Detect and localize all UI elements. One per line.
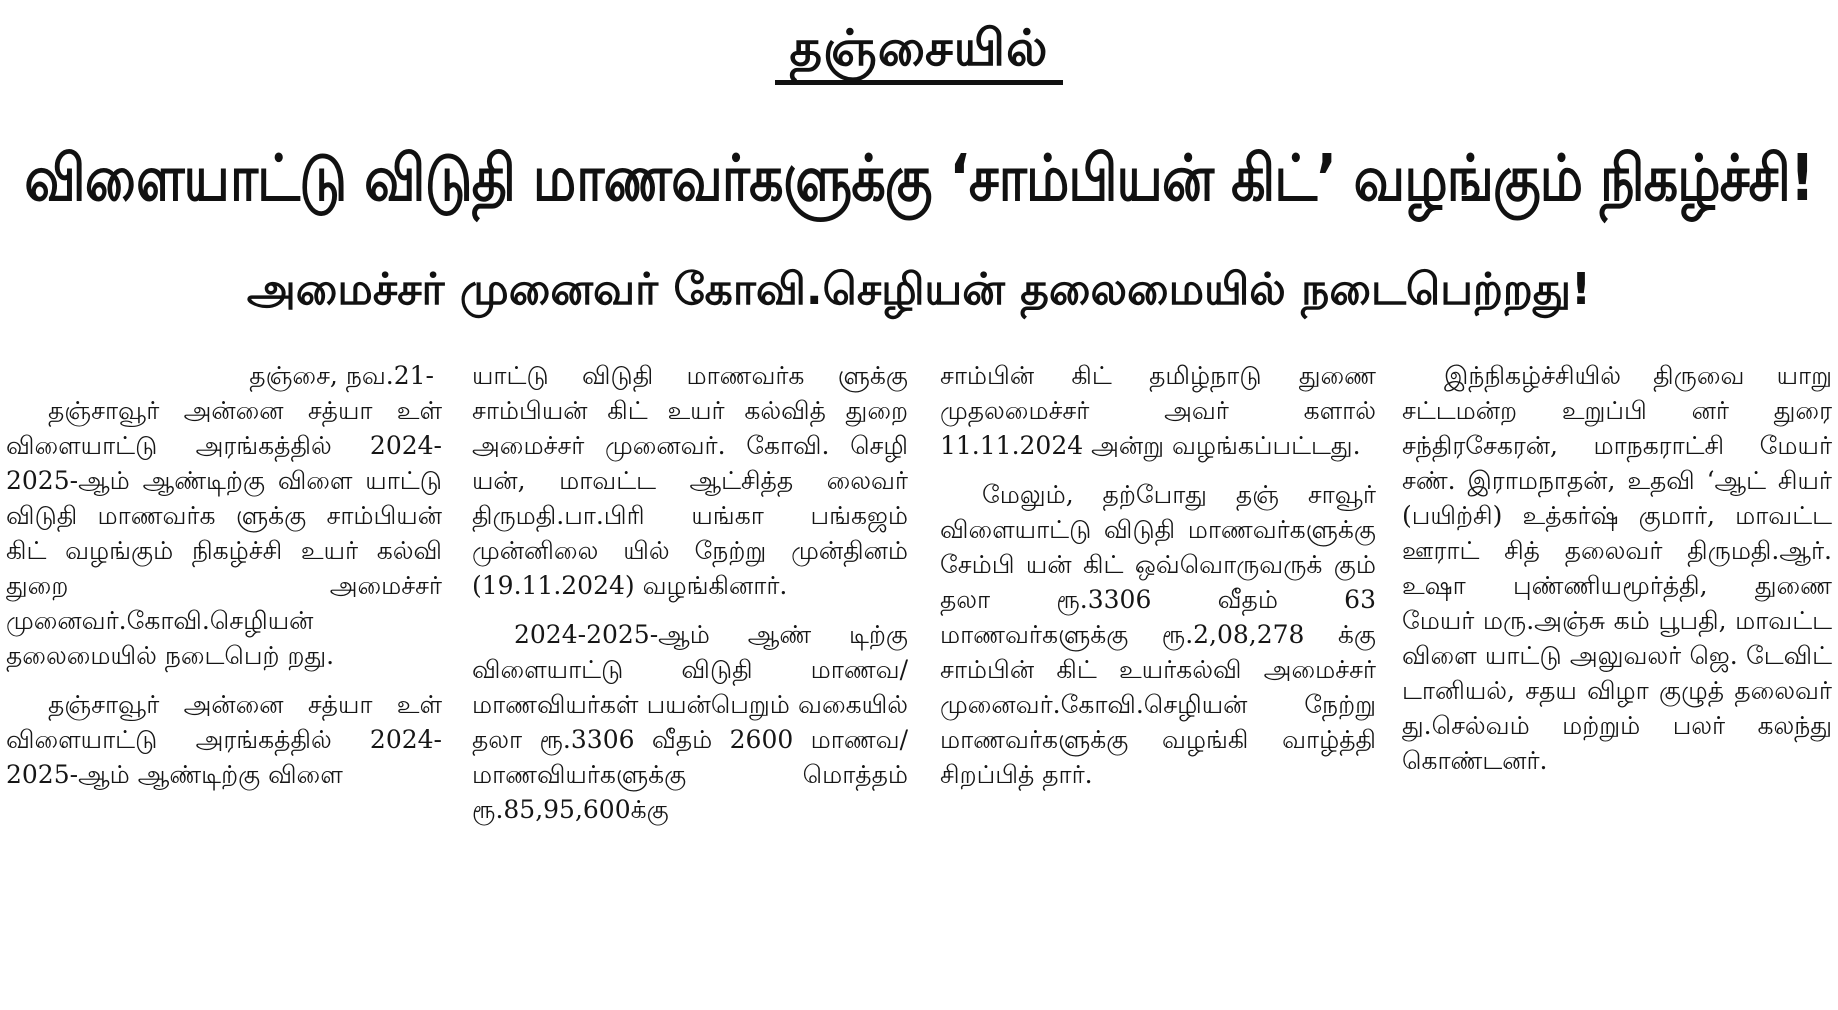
column-1-paragraph-1: தஞ்சாவூர் அன்னை சத்யா உள் விளையாட்டு அரங்கத்தில் 2024-2025-ஆம் ஆண்டிற்கு விளை யாட்டு விடுதி மாணவர்க ளுக்கு சாம்பியன் கிட் வழங்கும் நிகழ்ச்சி உயர் கல்வி துறை அமைச்சர் முனைவர்.கோவி.செழியன் தலைமையில் நடைபெற் றது.: [6, 396, 442, 670]
column-3-paragraph-1: சாம்பின் கிட் தமிழ்நாடு துணை முதலமைச்சர் அவர் களால் 11.11.2024 அன்று வழங்கப்பட்டது.: [940, 361, 1376, 460]
column-3-paragraph-2: மேலும், தற்போது தஞ் சாவூர் விளையாட்டு விடுதி மாணவர்களுக்கு சேம்பி யன் கிட் ஒவ்வொருவருக் கும் தலா ரூ.3306 வீதம் 63 மாணவர்களுக்கு ரூ.2,08,278 க்கு சாம்பின் கிட் உயர்கல்வி அமைச்சர் முனைவர்.கோவி.செழியன் நேற்று மாணவர்களுக்கு வழங்கி வாழ்த்தி சிறப்பித் தார்.: [940, 480, 1376, 789]
column-2-paragraph-1: யாட்டு விடுதி மாணவர்க ளுக்கு சாம்பியன் கிட் உயர் கல்வித் துறை அமைச்சர் முனைவர். கோவி. செழி யன், மாவட்ட ஆட்சித்த லைவர் திருமதி.பா.பிரி யங்கா பங்கஜம் முன்னிலை யில் நேற்று முன்தினம் (19.11.2024) வழங்கினார்.: [472, 361, 908, 600]
column-4-paragraph-1: இந்நிகழ்ச்சியில் திருவை யாறு சட்டமன்ற உறுப்பி னர் துரை சந்திரசேகரன், மாநகராட்சி மேயர் சண். இராமநாதன், உதவி ‘ஆட் சியர் (பயிற்சி) உத்கர்ஷ் குமார், மாவட்ட ஊராட் சித் தலைவர் திருமதி.ஆர். உஷா புண்ணியமூர்த்தி, துணை மேயர் மரு.அஞ்சு கம் பூபதி, மாவட்ட விளை யாட்டு அலுவலர் ஜெ. டேவிட் டானியல், சதய விழா குழுத் தலைவர் து.செல்வம் மற்றும் பலர் கலந்து கொண்டனர்.: [1402, 361, 1832, 775]
column-2: [472, 358, 908, 1010]
subheadline: அமைச்சர் முனைவர் கோவி.செழியன் தலைமையில் நடைபெற்றது!: [246, 264, 1592, 315]
article-body: [6, 358, 1832, 1010]
kicker-text: தஞ்சையில்: [775, 18, 1062, 85]
column-3: [940, 358, 1376, 1010]
dateline: தஞ்சை, நவ.21-: [249, 361, 434, 390]
column-2-paragraph-2: 2024-2025-ஆம் ஆண் டிற்கு விளையாட்டு விடுதி மாணவ/மாணவியர்கள் பயன்பெறும் வகையில் தலா ரூ.3306 வீதம் 2600 மாணவ/ மாணவியர்களுக்கு மொத்தம் ரூ.85,95,600க்கு: [472, 620, 908, 824]
column-4: [1402, 358, 1832, 1010]
column-1: [6, 358, 442, 1010]
location-kicker: [0, 18, 1838, 85]
headline: விளையாட்டு விடுதி மாணவர்களுக்கு ‘சாம்பியன் கிட்’ வழங்கும் நிகழ்ச்சி!: [24, 141, 1814, 216]
column-1-paragraph-2: தஞ்சாவூர் அன்னை சத்யா உள் விளையாட்டு அரங்கத்தில் 2024-2025-ஆம் ஆண்டிற்கு விளை: [6, 690, 442, 789]
